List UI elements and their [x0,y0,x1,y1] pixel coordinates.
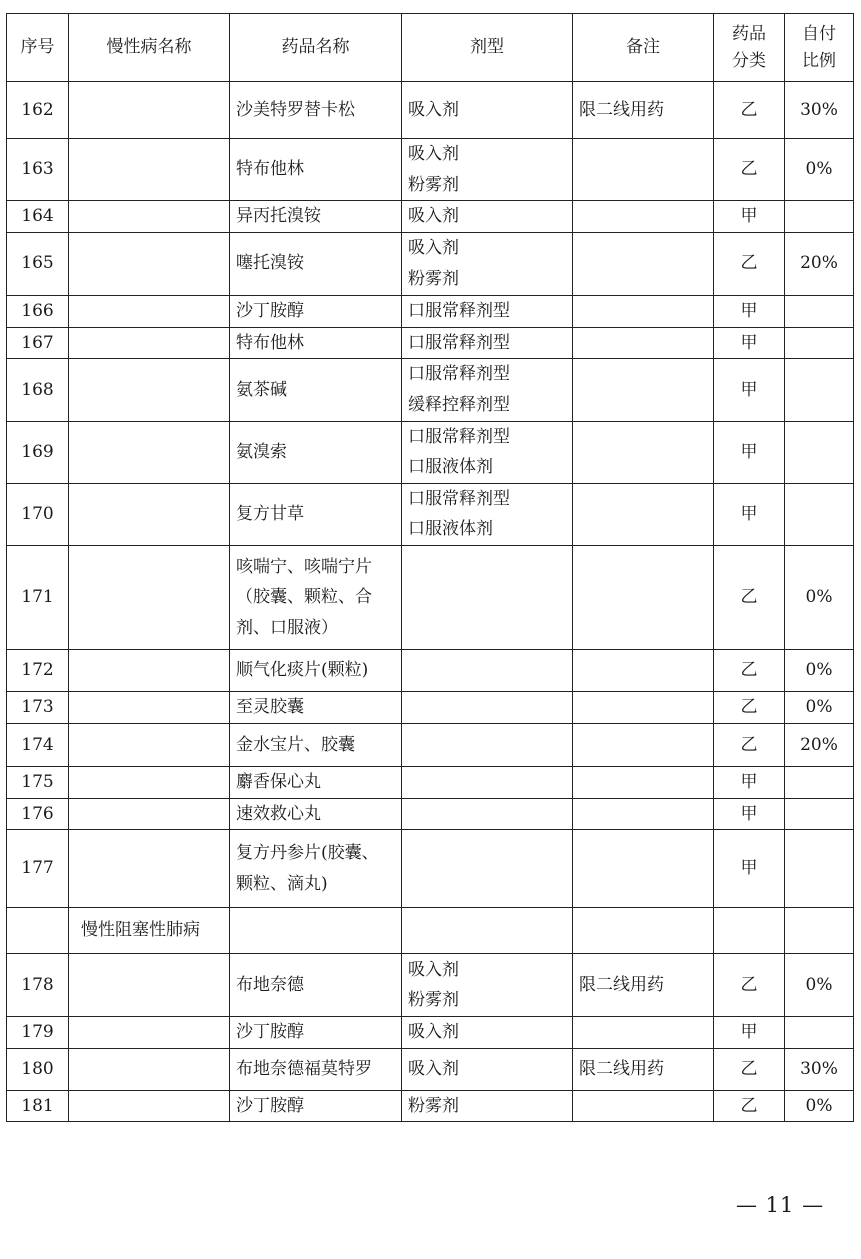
table-row [7,201,854,233]
drug-name-cell [230,798,402,830]
drug-name-line: 氨茶碱 [236,379,287,400]
drug-name-line: 沙丁胺醇 [236,1022,304,1043]
drug-name-cell [230,766,402,798]
table-row [7,691,854,723]
dosage-form-line: 粉雾剂 [408,1095,459,1116]
copay-ratio-cell [785,908,854,954]
dosage-form-cell [402,954,573,1017]
dosage-form-cell [402,691,573,723]
category-row [7,908,854,954]
copay-ratio-cell: 30% [785,82,854,139]
seq-cell: 173 [7,691,69,723]
dosage-form-line: 吸入剂 [408,1058,459,1079]
note-cell [573,232,714,295]
drug-name-line: 顺气化痰片(颗粒) [236,660,369,681]
copay-ratio-cell [785,295,854,327]
drug-category-cell: 乙 [714,691,785,723]
copay-ratio-cell: 0% [785,649,854,691]
copay-ratio-cell [785,1017,854,1049]
dosage-form-cell [402,766,573,798]
table-row [7,139,854,201]
dosage-form-cell [402,545,573,649]
table-row [7,766,854,798]
seq-cell: 164 [7,201,69,233]
dosage-form-cell [402,327,573,359]
table-row [7,649,854,691]
table-row [7,82,854,139]
note-cell [573,649,714,691]
drug-category-cell: 甲 [714,766,785,798]
drug-name-line: 麝香保心丸 [236,771,321,792]
disease-cell [69,649,230,691]
drug-category-cell: 乙 [714,1090,785,1122]
drug-category-cell: 甲 [714,201,785,233]
seq-cell: 170 [7,483,69,545]
dosage-form-cell [402,359,573,421]
disease-cell: 慢性阻塞性肺病 [69,908,230,954]
note-cell [573,1017,714,1049]
table-row [7,483,854,545]
table-row [7,359,854,421]
drug-name-line: 沙丁胺醇 [236,1095,304,1116]
drug-name-cell [230,82,402,139]
dosage-form-line: 吸入剂 [408,238,459,259]
drug-name-line: 咳喘宁、咳喘宁片 [236,556,372,577]
seq-cell: 166 [7,295,69,327]
drug-category-cell: 甲 [714,421,785,483]
disease-cell [69,1090,230,1122]
disease-cell [69,295,230,327]
dosage-form-cell [402,649,573,691]
disease-cell [69,1048,230,1090]
header-row [7,14,854,82]
table-row [7,723,854,766]
dosage-form-line: 口服常释剂型 [408,300,510,321]
seq-cell: 165 [7,232,69,295]
drug-name-cell [230,359,402,421]
disease-cell [69,798,230,830]
drug-name-cell [230,232,402,295]
drug-name-line: 特布他林 [236,332,304,353]
note-cell: 限二线用药 [573,82,714,139]
drug-name-line: 异丙托溴铵 [236,206,321,227]
drug-category-cell: 甲 [714,327,785,359]
copay-ratio-cell [785,830,854,908]
drug-name-line: 沙美特罗替卡松 [236,99,355,120]
drug-name-line: 金水宝片、胶囊 [236,734,355,755]
dosage-form-cell [402,1090,573,1122]
drug-name-cell [230,723,402,766]
dosage-form-line: 口服常释剂型 [408,426,510,447]
drug-category-cell: 甲 [714,798,785,830]
drug-name-line: 复方丹参片(胶囊、 [236,843,379,864]
seq-cell: 177 [7,830,69,908]
copay-ratio-cell [785,421,854,483]
header-seq: 序号 [7,14,69,82]
drug-name-line: （胶囊、颗粒、合 [236,587,372,608]
drug-category-cell: 乙 [714,1048,785,1090]
note-cell [573,421,714,483]
drug-category-cell: 乙 [714,232,785,295]
disease-cell [69,483,230,545]
drug-name-cell [230,1048,402,1090]
drug-name-line: 氨溴索 [236,441,287,462]
seq-cell: 175 [7,766,69,798]
note-cell [573,295,714,327]
note-cell [573,201,714,233]
seq-cell: 180 [7,1048,69,1090]
dosage-form-cell [402,483,573,545]
table-row [7,421,854,483]
dosage-form-cell [402,232,573,295]
seq-cell: 181 [7,1090,69,1122]
note-cell [573,327,714,359]
dosage-form-cell [402,421,573,483]
table-row [7,545,854,649]
drug-list-table [6,13,854,1122]
disease-cell [69,359,230,421]
drug-name-cell [230,1017,402,1049]
drug-name-line: 噻托溴铵 [236,253,304,274]
dosage-form-line: 粉雾剂 [408,174,459,195]
seq-cell: 168 [7,359,69,421]
table-row [7,295,854,327]
drug-category-cell: 甲 [714,483,785,545]
disease-cell [69,723,230,766]
disease-cell [69,421,230,483]
drug-name-line: 沙丁胺醇 [236,300,304,321]
copay-ratio-cell: 20% [785,723,854,766]
copay-ratio-cell: 30% [785,1048,854,1090]
note-cell [573,483,714,545]
dosage-form-cell [402,1017,573,1049]
dosage-form-line: 口服液体剂 [408,457,493,478]
note-cell [573,798,714,830]
copay-ratio-cell [785,327,854,359]
table-row [7,327,854,359]
note-cell [573,766,714,798]
header-disease: 慢性病名称 [69,14,230,82]
seq-cell: 172 [7,649,69,691]
drug-name-line: 特布他林 [236,159,304,180]
dosage-form-line: 吸入剂 [408,206,459,227]
note-cell [573,545,714,649]
drug-category-cell: 乙 [714,545,785,649]
seq-cell: 174 [7,723,69,766]
copay-ratio-cell: 0% [785,954,854,1017]
dosage-form-cell [402,798,573,830]
drug-category-cell: 乙 [714,139,785,201]
drug-category-cell [714,908,785,954]
disease-cell [69,232,230,295]
table-row [7,232,854,295]
copay-ratio-cell: 0% [785,1090,854,1122]
drug-name-line: 剂、口服液） [236,617,338,638]
table-row [7,954,854,1017]
seq-cell: 169 [7,421,69,483]
seq-cell: 167 [7,327,69,359]
note-cell [573,359,714,421]
note-cell: 限二线用药 [573,954,714,1017]
drug-name-line: 至灵胶囊 [236,697,304,718]
disease-cell [69,1017,230,1049]
drug-name-line: 布地奈德福莫特罗 [236,1058,372,1079]
drug-category-cell: 乙 [714,954,785,1017]
drug-category-cell: 乙 [714,82,785,139]
dosage-form-line: 粉雾剂 [408,268,459,289]
dosage-form-cell [402,201,573,233]
drug-category-cell: 乙 [714,723,785,766]
dosage-form-line: 口服常释剂型 [408,332,510,353]
disease-cell [69,545,230,649]
drug-name-cell [230,421,402,483]
dosage-form-line: 吸入剂 [408,959,459,980]
drug-name-cell [230,483,402,545]
dosage-form-line: 口服常释剂型 [408,488,510,509]
header-drug-name: 药品名称 [230,14,402,82]
disease-cell [69,830,230,908]
table-row [7,1048,854,1090]
dosage-form-line: 口服常释剂型 [408,364,510,385]
drug-name-cell [230,830,402,908]
copay-ratio-cell: 0% [785,691,854,723]
disease-cell [69,327,230,359]
dosage-form-line: 吸入剂 [408,99,459,120]
dosage-form-line: 粉雾剂 [408,990,459,1011]
table-row [7,830,854,908]
seq-cell: 163 [7,139,69,201]
dosage-form-line: 缓释控释剂型 [408,394,510,415]
drug-name-cell [230,1090,402,1122]
disease-cell [69,691,230,723]
seq-cell: 171 [7,545,69,649]
table-row [7,1090,854,1122]
header-note: 备注 [573,14,714,82]
disease-cell [69,201,230,233]
note-cell [573,908,714,954]
disease-cell [69,766,230,798]
drug-category-cell: 甲 [714,830,785,908]
drug-category-cell: 甲 [714,295,785,327]
note-cell [573,1090,714,1122]
disease-cell [69,954,230,1017]
seq-cell: 176 [7,798,69,830]
note-cell [573,723,714,766]
note-cell [573,691,714,723]
copay-ratio-cell [785,798,854,830]
dosage-form-line: 吸入剂 [408,1022,459,1043]
copay-ratio-cell: 20% [785,232,854,295]
disease-cell [69,139,230,201]
header-copay-ratio: 自付 比例 [785,14,854,82]
page-number: — 11 — [736,1193,825,1217]
copay-ratio-cell: 0% [785,545,854,649]
drug-name-cell [230,327,402,359]
drug-name-line: 颗粒、滴丸) [236,873,328,894]
seq-cell: 178 [7,954,69,1017]
dosage-form-cell [402,830,573,908]
table-row [7,798,854,830]
dosage-form-cell [402,1048,573,1090]
drug-category-cell: 乙 [714,649,785,691]
seq-cell: 162 [7,82,69,139]
seq-cell [7,908,69,954]
dosage-form-cell [402,82,573,139]
note-cell [573,139,714,201]
copay-ratio-cell [785,483,854,545]
drug-name-cell [230,201,402,233]
drug-name-line: 布地奈德 [236,974,304,995]
seq-cell: 179 [7,1017,69,1049]
drug-name-cell [230,908,402,954]
copay-ratio-cell: 0% [785,139,854,201]
drug-category-cell: 甲 [714,359,785,421]
note-cell: 限二线用药 [573,1048,714,1090]
drug-category-cell: 甲 [714,1017,785,1049]
dosage-form-cell [402,295,573,327]
drug-name-line: 复方甘草 [236,504,304,525]
drug-name-cell [230,691,402,723]
dosage-form-cell [402,908,573,954]
dosage-form-cell [402,723,573,766]
drug-name-cell [230,649,402,691]
dosage-form-cell [402,139,573,201]
disease-cell [69,82,230,139]
drug-name-cell [230,954,402,1017]
drug-name-cell [230,545,402,649]
drug-name-cell [230,295,402,327]
table-row [7,1017,854,1049]
header-drug-category: 药品 分类 [714,14,785,82]
dosage-form-line: 口服液体剂 [408,519,493,540]
copay-ratio-cell [785,766,854,798]
note-cell [573,830,714,908]
drug-name-line: 速效救心丸 [236,803,321,824]
dosage-form-line: 吸入剂 [408,144,459,164]
drug-name-cell [230,139,402,201]
header-dosage-form: 剂型 [402,14,573,82]
copay-ratio-cell [785,201,854,233]
copay-ratio-cell [785,359,854,421]
